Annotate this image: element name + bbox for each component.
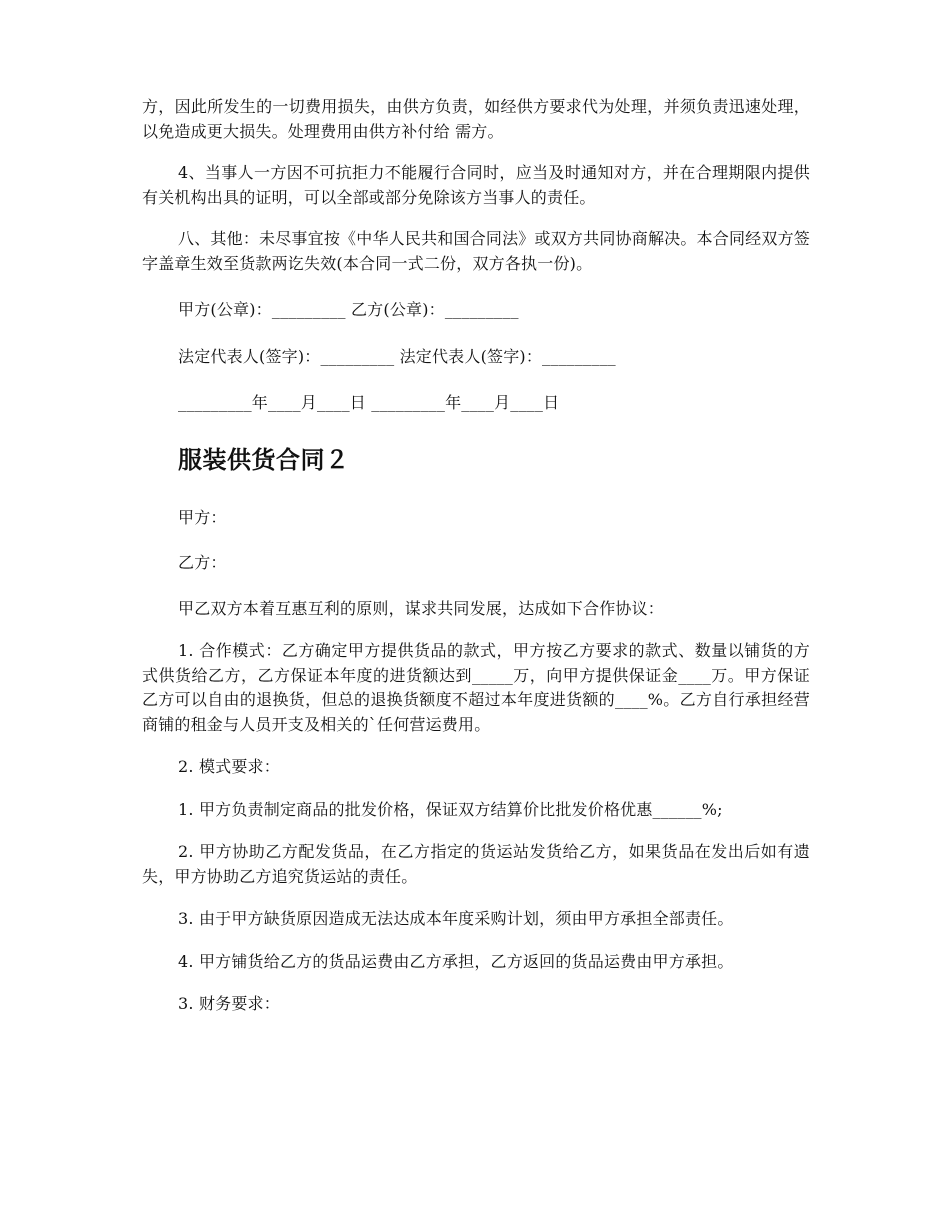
clause-distribution: 2. 甲方协助乙方配发货品，在乙方指定的货运站发货给乙方，如果货品在发出后如有遗失，甲方协助乙方追究货运站的责任。 bbox=[142, 842, 810, 886]
signature-representative-line: 法定代表人(签字)：_________ 法定代表人(签字)：_________ bbox=[178, 346, 616, 366]
clause-mode-requirements: 2. 模式要求： bbox=[178, 757, 280, 776]
paragraph-force-majeure: 4、当事人一方因不可抗拒力不能履行合同时，应当及时通知对方，并在合理期限内提供有关机构出具的证明，可以全部或部分免除该方当事人的责任。 bbox=[142, 163, 810, 207]
signature-date-line: _________年____月____日 _________年____月____日 bbox=[178, 393, 560, 412]
signature-seal-line: 甲方(公章)：_________ 乙方(公章)：_________ bbox=[178, 300, 519, 319]
party-b-label: 乙方： bbox=[178, 553, 227, 572]
clause-pricing: 1. 甲方负责制定商品的批发价格，保证双方结算价比批发价格优惠______%; bbox=[178, 799, 723, 819]
clause-cooperation-mode: 1. 合作模式：乙方确定甲方提供货品的款式，甲方按乙方要求的款式、数量以铺货的方式供货给乙方，乙方保证本年度的进货额达到_____万，向甲方提供保证金____万。甲方保证乙方可以自由的退换货，但总的退换货额度不超过本年度进货额的____%。乙方自行承担经营商铺的租金与人员开支及相关的`任何营运费用。 bbox=[142, 641, 810, 734]
clause-finance: 3. 财务要求： bbox=[178, 994, 280, 1013]
intro-paragraph: 甲乙双方本着互惠互利的原则，谋求共同发展，达成如下合作协议： bbox=[178, 598, 665, 618]
party-a-label: 甲方： bbox=[178, 507, 227, 527]
paragraph-cost-handling: 方，因此所发生的一切费用损失，由供方负责，如经供方要求代为处理，并须负责迅速处理，以免造成更大损失。处理费用由供方补付给 需方。 bbox=[142, 97, 810, 141]
clause-shortage: 3. 由于甲方缺货原因造成无法达成本年度采购计划，须由甲方承担全部责任。 bbox=[178, 909, 734, 928]
clause-freight: 4. 甲方铺货给乙方的货品运费由乙方承担，乙方返回的货品运费由甲方承担。 bbox=[178, 951, 734, 971]
paragraph-other-terms: 八、其他：未尽事宜按《中华人民共和国合同法》或双方共同协商解决。本合同经双方签字盖章生效至货款两讫失效(本合同一式二份，双方各执一份)。 bbox=[142, 229, 810, 273]
contract-heading: 服装供货合同２ bbox=[178, 445, 350, 474]
document-page bbox=[142, 95, 810, 1017]
